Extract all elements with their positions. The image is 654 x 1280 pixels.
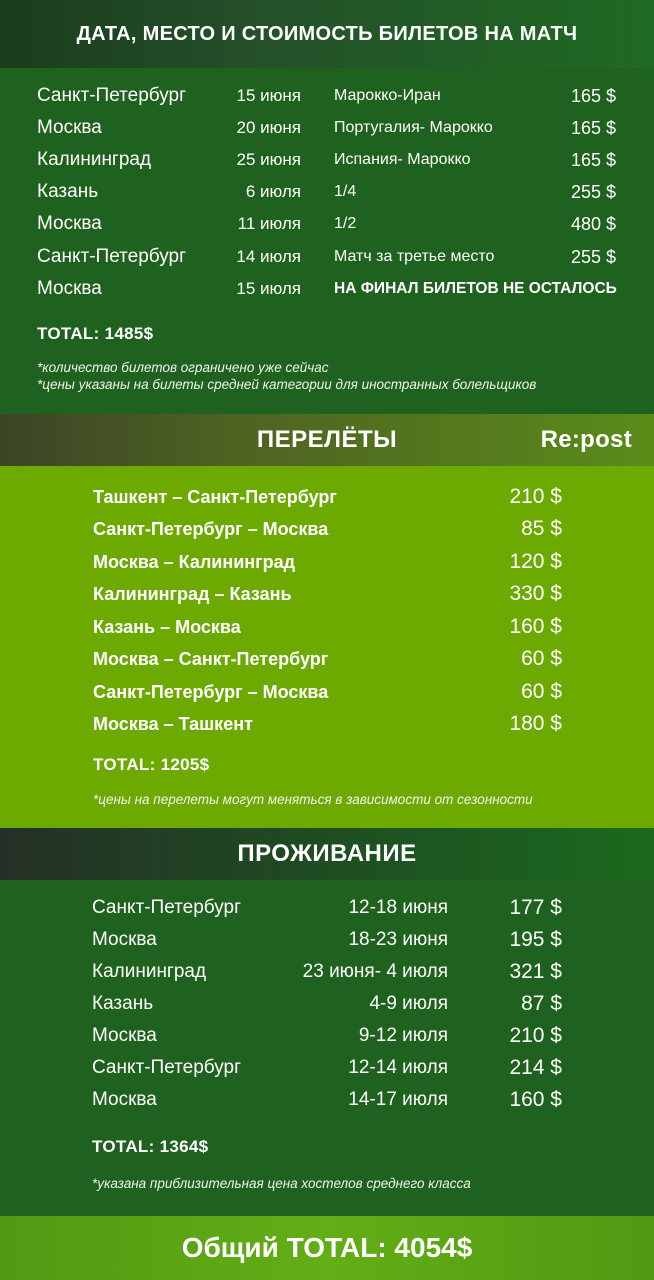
- flight-route: Москва – Ташкент: [93, 714, 253, 734]
- stay-city: Калининград: [92, 961, 207, 982]
- flights-section: [0, 466, 654, 828]
- ticket-match: Испания- Марокко: [334, 151, 471, 168]
- ticket-city: Санкт-Петербург: [37, 246, 187, 267]
- tickets-note-2: *цены указаны на билеты средней категории для иностранных болельщиков: [37, 377, 537, 392]
- stay-city: Москва: [92, 929, 157, 950]
- flight-row: [0, 482, 654, 512]
- stay-price: 321 $: [509, 960, 562, 983]
- flight-price: 60 $: [521, 647, 562, 670]
- stay-dates: 4-9 июля: [369, 993, 448, 1014]
- tickets-section: [0, 68, 654, 414]
- ticket-match: 1/2: [334, 215, 357, 232]
- flights-header: [0, 414, 654, 466]
- stay-price: 177 $: [509, 896, 562, 919]
- ticket-row: [0, 145, 654, 175]
- stay-section: [0, 880, 654, 1216]
- ticket-row: [0, 209, 654, 239]
- ticket-row: [0, 113, 654, 143]
- stay-city: Москва: [92, 1025, 157, 1046]
- ticket-date: 20 июня: [236, 118, 301, 137]
- ticket-date: 15 июня: [236, 86, 301, 105]
- stay-row: [0, 893, 654, 923]
- ticket-city: Москва: [37, 213, 102, 234]
- stay-total: TOTAL: 1364$: [92, 1137, 209, 1156]
- flight-row: [0, 709, 654, 739]
- flight-row: [0, 547, 654, 577]
- stay-dates: 14-17 июля: [348, 1089, 448, 1110]
- stay-price: 214 $: [509, 1056, 562, 1079]
- ticket-price: 165 $: [570, 86, 616, 106]
- flight-row: [0, 677, 654, 707]
- ticket-city: Санкт-Петербург: [37, 85, 187, 106]
- stay-city: Казань: [92, 993, 154, 1014]
- ticket-match: Матч за третье место: [334, 248, 495, 265]
- flight-row: [0, 612, 654, 642]
- ticket-price: 480 $: [570, 214, 616, 234]
- stay-city: Москва: [92, 1089, 157, 1110]
- stay-dates: 23 июня- 4 июля: [302, 961, 448, 982]
- stay-dates: 12-18 июня: [348, 897, 448, 918]
- tickets-note-1: *количество билетов ограничено уже сейчас: [37, 360, 329, 375]
- flights-note: *цены на перелеты могут меняться в зависимости от сезонности: [93, 792, 533, 807]
- ticket-row: [0, 81, 654, 111]
- ticket-city: Калининград: [37, 149, 152, 170]
- ticket-match: Португалия- Марокко: [334, 119, 493, 136]
- flights-total: TOTAL: 1205$: [93, 755, 210, 774]
- stay-dates: 12-14 июля: [348, 1057, 448, 1078]
- ticket-city: Москва: [37, 117, 102, 138]
- flight-route: Москва – Калининград: [93, 552, 296, 572]
- ticket-row-final: [0, 274, 654, 304]
- stay-row: [0, 957, 654, 987]
- stay-city: Санкт-Петербург: [92, 1057, 242, 1078]
- flight-price: 330 $: [509, 582, 562, 605]
- flight-row: [0, 514, 654, 544]
- ticket-row: [0, 177, 654, 207]
- stay-header: [0, 828, 654, 880]
- flight-price: 160 $: [509, 615, 562, 638]
- stay-price: 87 $: [521, 992, 562, 1015]
- stay-price: 160 $: [509, 1088, 562, 1111]
- flight-route: Санкт-Петербург – Москва: [93, 519, 329, 539]
- ticket-row: [0, 242, 654, 272]
- ticket-price: 165 $: [570, 118, 616, 138]
- repost-logo: Re:post: [540, 426, 632, 453]
- ticket-match: Марокко-Иран: [334, 87, 441, 104]
- flight-route: Москва – Санкт-Петербург: [93, 649, 329, 669]
- flights-title: ПЕРЕЛЁТЫ: [256, 426, 398, 453]
- flight-row: [0, 579, 654, 609]
- flight-price: 210 $: [509, 485, 562, 508]
- stay-dates: 18-23 июня: [348, 929, 448, 950]
- stay-row: [0, 1021, 654, 1051]
- grand-total: Общий TOTAL: 4054$: [181, 1232, 473, 1263]
- stay-row: [0, 1085, 654, 1115]
- tickets-title: ДАТА, МЕСТО И СТОИМОСТЬ БИЛЕТОВ НА МАТЧ: [76, 22, 578, 45]
- flight-route: Калининград – Казань: [93, 584, 292, 604]
- stay-price: 210 $: [509, 1024, 562, 1047]
- flight-route: Санкт-Петербург – Москва: [93, 682, 329, 702]
- ticket-date: 14 июля: [236, 247, 301, 266]
- stay-dates: 9-12 июля: [358, 1025, 448, 1046]
- flight-route: Ташкент – Санкт-Петербург: [93, 487, 337, 507]
- ticket-date: 11 июля: [237, 214, 301, 233]
- ticket-date: 25 июня: [236, 150, 301, 169]
- ticket-price: 165 $: [570, 150, 616, 170]
- ticket-price: 255 $: [570, 247, 616, 267]
- stay-row: [0, 989, 654, 1019]
- ticket-city: Казань: [37, 181, 99, 202]
- ticket-city: Москва: [37, 278, 102, 299]
- ticket-match: 1/4: [334, 183, 357, 200]
- tickets-total: TOTAL: 1485$: [37, 324, 154, 343]
- flight-route: Казань – Москва: [93, 617, 241, 637]
- stay-title: ПРОЖИВАНИЕ: [237, 840, 417, 867]
- stay-city: Санкт-Петербург: [92, 897, 242, 918]
- final-sold-out-note: НА ФИНАЛ БИЛЕТОВ НЕ ОСТАЛОСЬ: [334, 280, 617, 297]
- flight-price: 180 $: [509, 712, 562, 735]
- tickets-header: [0, 0, 654, 68]
- stay-row: [0, 1053, 654, 1083]
- grand-total-bar: [0, 1216, 654, 1280]
- flight-row: [0, 644, 654, 674]
- stay-note: *указана приблизительная цена хостелов среднего класса: [92, 1176, 471, 1191]
- ticket-date: 6 июля: [245, 182, 301, 201]
- ticket-price: 255 $: [570, 182, 616, 202]
- flight-price: 85 $: [521, 517, 562, 540]
- ticket-date: 15 июля: [236, 279, 301, 298]
- flight-price: 120 $: [509, 550, 562, 573]
- stay-price: 195 $: [509, 928, 562, 951]
- stay-row: [0, 925, 654, 955]
- flight-price: 60 $: [521, 680, 562, 703]
